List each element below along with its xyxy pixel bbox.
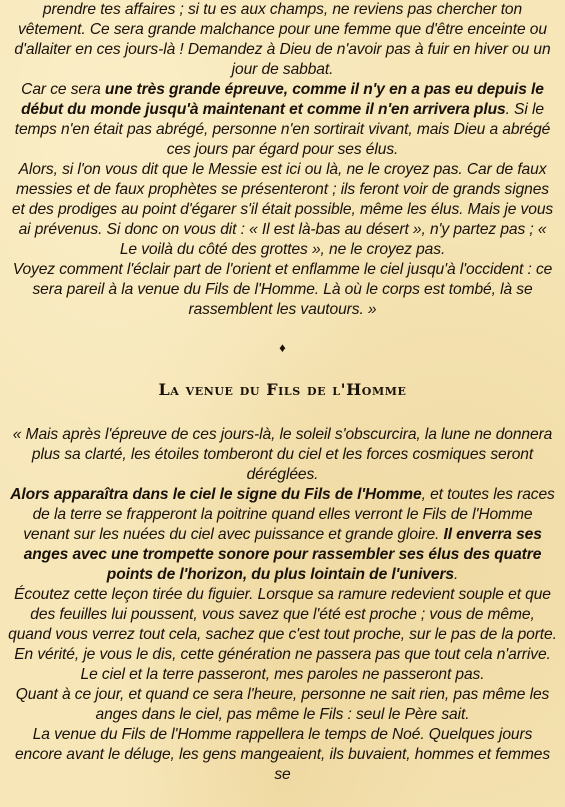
paragraph-text: Alors, si l'on vous dit que le Messie est ici ou là, ne le croyez pas. Car de faux messies et de faux prophètes se présenteront ; ils feront voir de grands signes et des prodiges au point d'égarer s'il était possible, même les élus. Mais je vous ai prévenus. Si donc on vous dit : « Il est là-bas au désert », n'y partez pas ; « Le voilà du côté des grottes », ne le croyez pas.: [11, 161, 554, 258]
paragraph-text: « Mais après l'épreuve de ces jours-là, le soleil s'obscurcira, la lune ne donnera plus sa clarté, les étoiles tomberont du ciel et les forces cosmiques seront déréglées.: [12, 426, 553, 483]
paragraph: [8, 425, 557, 485]
emphasized-text: Il enverra ses anges avec une trompette sonore pour rassembler ses élus des quatre points de l'horizon, du plus lointain de l'univers: [23, 526, 542, 583]
paragraph-text: prendre tes affaires ; si tu es aux champs, ne reviens pas chercher ton vêtement. Ce sera grande malchance pour une femme que d'être enceinte ou d'allaiter en ces jours-là ! Demandez à Dieu de n'avoir pas à fuir en hiver ou un jour de sabbat.: [14, 1, 551, 78]
paragraph-text: , et toutes les races de la terre se frapperont la poitrine quand elles verront le Fils de l'Homme venant sur les nuées du ciel avec puissance et grande gloire.: [23, 486, 555, 543]
section-title: La venue du Fils de l'Homme: [158, 380, 407, 399]
paragraph-text: En vérité, je vous le dis, cette génération ne passera pas que tout cela n'arrive. Le ciel et la terre passeront, mes paroles ne passeront pas.: [14, 646, 551, 683]
diamond-ornament-icon: ♦: [279, 340, 286, 355]
paragraph: [8, 0, 557, 80]
paragraph-text: Quant à ce jour, et quand ce sera l'heure, personne ne sait rien, pas même les anges dans le ciel, pas même le Fils : seul le Père sait.: [15, 686, 550, 723]
paragraph-text: Écoutez cette leçon tirée du figuier. Lorsque sa ramure redevient souple et que des feuilles lui poussent, vous savez que l'été est proche ; vous de même, quand vous verrez tout cela, sachez que c'est tout proche, sur le pas de la porte.: [8, 586, 557, 643]
emphasized-text: Alors apparaîtra dans le ciel le signe du Fils de l'Homme: [10, 486, 422, 503]
emphasized-text: une très grande épreuve, comme il n'y en a pas eu depuis le début du monde jusqu'à maintenant et comme il n'en arrivera plus: [21, 81, 544, 118]
paragraph: [8, 645, 557, 685]
paragraph: [8, 260, 557, 320]
paragraph-text: . Si le temps n'en était pas abrégé, personne n'en sortirait vivant, mais Dieu a abrégé ces jours par égard pour ses élus.: [14, 101, 551, 158]
paragraph: [8, 685, 557, 725]
paragraph: [8, 160, 557, 260]
passage-section-1: [8, 0, 557, 320]
paragraph-text: .: [454, 566, 459, 583]
paragraph: [8, 80, 557, 160]
passage-section-2: [8, 425, 557, 785]
paragraph-text: La venue du Fils de l'Homme rappellera le temps de Noé. Quelques jours encore avant le déluge, les gens mangeaient, ils buvaient, hommes et femmes se: [14, 726, 551, 783]
paragraph: [8, 485, 557, 585]
paragraph-text: Car ce sera: [21, 81, 105, 98]
paragraph-text: Voyez comment l'éclair part de l'orient et enflamme le ciel jusqu'à l'occident : ce sera pareil à la venue du Fils de l'Homme. Là où le corps est tombé, là se rassemblent les vautours. »: [12, 261, 553, 318]
paragraph: [8, 585, 557, 645]
paragraph: [8, 725, 557, 785]
